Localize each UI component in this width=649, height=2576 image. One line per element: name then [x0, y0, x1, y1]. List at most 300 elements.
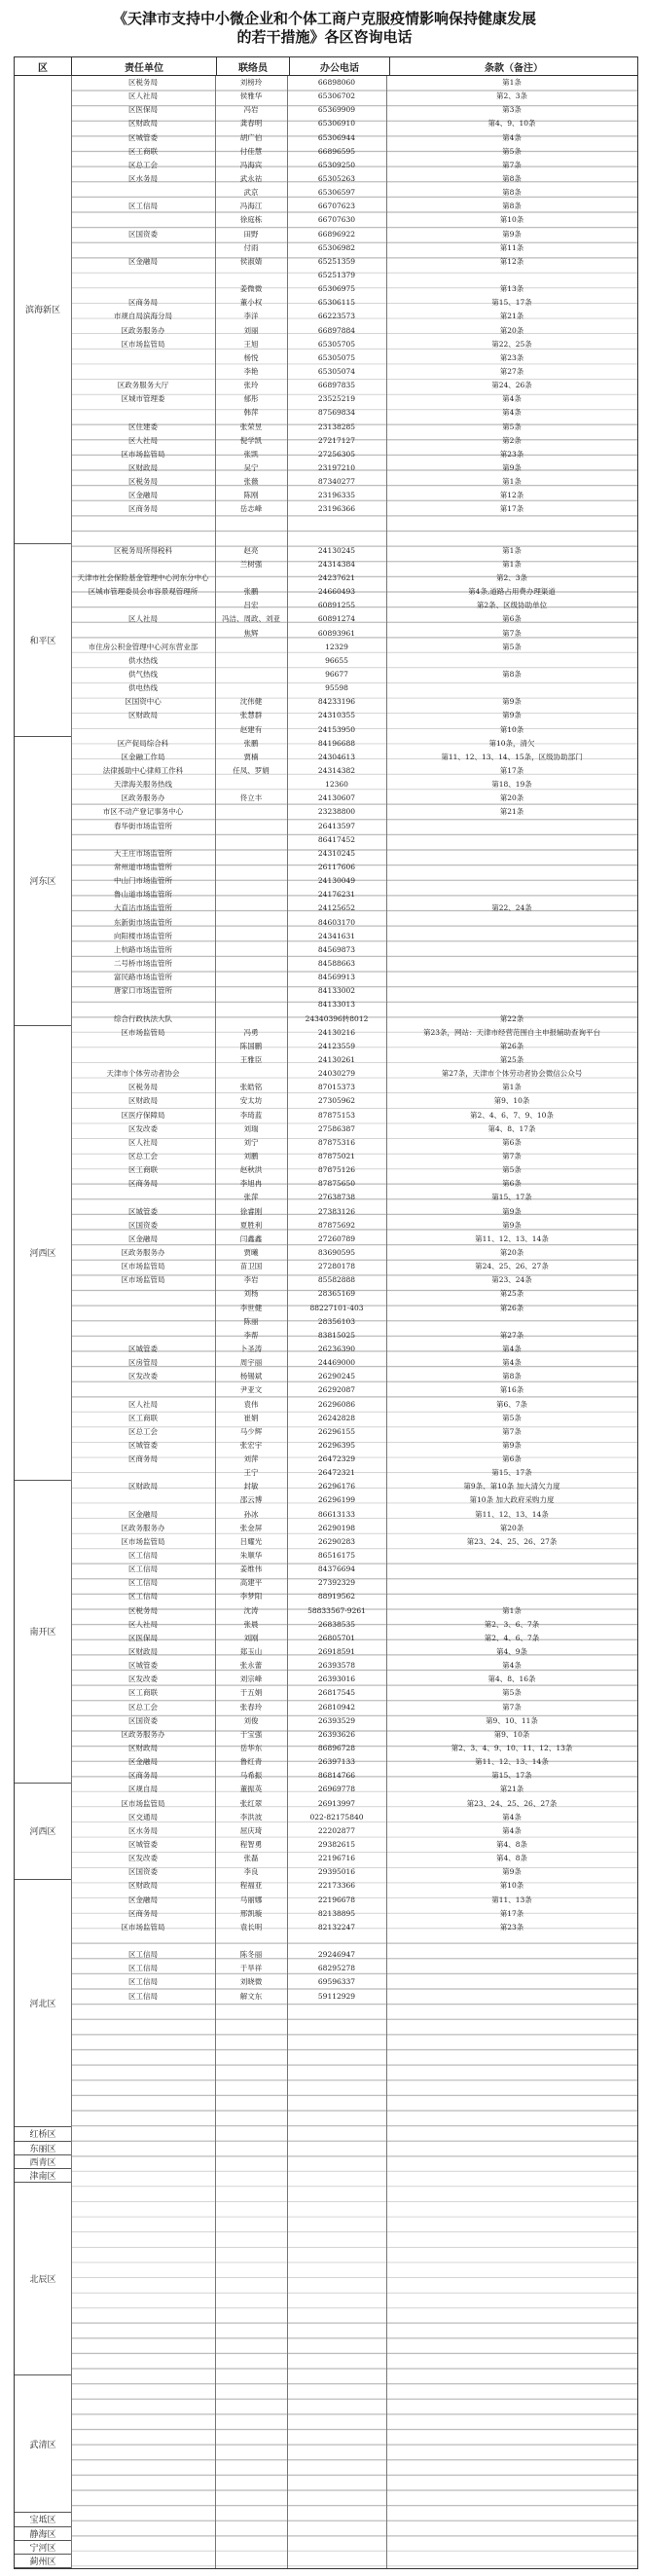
cell-phone: 22196716	[317, 1854, 356, 1863]
cell-clause: 第4条	[502, 408, 522, 418]
cell-clause: 第1条	[502, 545, 522, 555]
cell-contact	[215, 269, 287, 282]
cell-unit	[71, 1934, 215, 1948]
cell-contact: 李世健	[239, 1303, 263, 1312]
cell-phone: 87569834	[317, 408, 356, 418]
cell-phone: 24314382	[317, 766, 356, 776]
cell-contact: 郑玉山	[239, 1647, 263, 1657]
cell-phone: 022-82175840	[309, 1812, 364, 1822]
cell-clause	[386, 654, 637, 668]
cell-phone: 26969778	[317, 1785, 356, 1794]
cell-contact: 李良	[243, 1867, 259, 1877]
table-row	[71, 902, 637, 915]
cell-contact: 侯淑婧	[239, 256, 263, 266]
cell-unit: 区政务服务大厅	[117, 381, 169, 390]
cell-contact: 杨悦	[243, 352, 259, 362]
cell-phone: 60891255	[317, 601, 356, 610]
district-cell: 南开区	[15, 1481, 71, 1784]
cell-unit: 区金融局	[128, 1233, 158, 1243]
table-row	[71, 1493, 637, 1507]
cell-phone: 66897835	[317, 381, 356, 390]
cell-phone: 60893961	[317, 628, 356, 638]
table-row	[71, 1811, 637, 1824]
cell-phone: 83690595	[317, 1247, 356, 1257]
cell-unit: 区工信局	[128, 1991, 158, 2001]
cell-contact	[215, 778, 287, 791]
table-row	[71, 1383, 637, 1397]
cell-contact: 马少辉	[239, 1426, 263, 1436]
cell-phone: 26393016	[317, 1674, 356, 1684]
cell-clause	[386, 1962, 637, 1975]
cell-unit: 区水务局	[128, 173, 158, 183]
cell-contact: 郁彤	[243, 394, 259, 404]
cell-clause: 第5条	[502, 1165, 522, 1175]
cell-contact: 吕耀光	[239, 1536, 263, 1546]
cell-clause	[386, 888, 637, 902]
cell-clause: 第9、10条	[493, 1729, 530, 1739]
table-row	[71, 820, 637, 833]
cell-phone: 26290245	[317, 1372, 356, 1381]
cell-contact: 侯雅华	[239, 92, 263, 101]
table-row	[71, 1865, 637, 1879]
cell-clause	[386, 957, 637, 971]
cell-phone: 60891274	[317, 614, 356, 624]
cell-contact: 卜圣涛	[239, 1343, 263, 1353]
cell-unit: 区交通局	[128, 1812, 158, 1822]
cell-clause	[386, 1990, 637, 2004]
district-cell: 宁河区	[15, 2541, 71, 2555]
cell-phone: 65305263	[317, 173, 356, 183]
table-row	[71, 1645, 637, 1659]
cell-contact: 武京	[243, 188, 259, 198]
cell-unit: 区市场监管局	[121, 1798, 165, 1808]
cell-phone: 65305075	[317, 352, 356, 362]
cell-contact: 赵亮	[243, 545, 259, 555]
cell-contact	[215, 971, 287, 984]
cell-phone: 87875316	[317, 1137, 356, 1147]
table-row	[71, 847, 637, 861]
cell-unit	[71, 599, 215, 612]
district-cell: 西青区	[15, 2155, 71, 2169]
cell-unit	[71, 406, 215, 420]
table-row	[71, 461, 637, 475]
cell-clause: 第9条	[502, 711, 522, 720]
cell-phone: 86613133	[317, 1509, 356, 1519]
district-cell: 静海区	[15, 2527, 71, 2541]
cell-unit: 区总工会	[128, 1151, 158, 1160]
cell-unit	[71, 213, 215, 227]
cell-phone: 24130607	[317, 793, 356, 803]
cell-phone: 28365169	[317, 1289, 356, 1299]
cell-unit	[71, 723, 215, 737]
table-row	[71, 998, 637, 1012]
cell-clause: 第27条	[499, 1330, 524, 1340]
cell-phone: 66898060	[317, 78, 356, 87]
cell-clause	[386, 1563, 637, 1576]
cell-clause	[386, 517, 637, 531]
cell-clause: 第11、12、13、14、15条，区级协助部门	[441, 752, 583, 761]
cell-contact: 张宏宇	[239, 1440, 263, 1450]
cell-contact: 刘瑞	[243, 1123, 259, 1133]
cell-clause: 第7条	[502, 1151, 522, 1160]
cell-contact: 胡广伯	[239, 132, 263, 142]
cell-phone: 27392329	[317, 1578, 356, 1588]
cell-clause: 第5条	[502, 1688, 522, 1698]
cell-unit: 区财政局	[128, 1482, 158, 1491]
cell-contact: 赵秋洪	[239, 1165, 263, 1175]
cell-unit: 区市场监管局	[121, 339, 165, 349]
cell-contact: 马希振	[239, 1771, 263, 1781]
table-row	[71, 861, 637, 874]
cell-phone: 65309250	[317, 160, 356, 169]
table-row	[71, 1136, 637, 1150]
cell-contact: 刘晓微	[239, 1977, 263, 1987]
table-body	[15, 76, 637, 2568]
cell-unit: 区金融工作局	[121, 752, 165, 761]
table-row	[71, 1659, 637, 1673]
cell-phone: 87015373	[317, 1083, 356, 1092]
table-row	[71, 1343, 637, 1356]
table-row	[71, 448, 637, 461]
cell-phone: 26810942	[317, 1702, 356, 1711]
cell-unit: 区金融局	[128, 1509, 158, 1519]
cell-clause: 第23条，网站：天津市经营范围自主申报辅助查询平台	[422, 1027, 601, 1037]
cell-contact	[215, 957, 287, 971]
table-row	[71, 1246, 637, 1260]
cell-contact: 夏胜利	[239, 1220, 263, 1230]
table-row	[71, 1453, 637, 1466]
cell-clause	[386, 930, 637, 943]
cell-unit: 区金融局	[128, 1757, 158, 1767]
cell-contact: 李帮	[243, 1330, 259, 1340]
cell-phone: 12360	[325, 780, 348, 790]
cell-unit: 鲁山道市场监管所	[114, 890, 172, 900]
cell-phone: 24660493	[317, 587, 356, 597]
table-row	[71, 1549, 637, 1563]
cell-phone: 24340396转8012	[305, 1013, 369, 1023]
cell-clause: 第15、17条	[491, 1193, 532, 1202]
cell-phone: 26805701	[317, 1633, 356, 1642]
cell-clause: 第9条	[502, 1206, 522, 1216]
table-row	[71, 103, 637, 117]
table-row	[71, 1576, 637, 1590]
table-row	[71, 1921, 637, 1934]
cell-unit: 区医疗保障局	[121, 1110, 165, 1120]
table-row	[71, 213, 637, 227]
cell-unit: 区医保局	[128, 105, 158, 115]
cell-phone: 26290283	[317, 1536, 356, 1546]
cell-unit: 区国资委	[128, 1867, 158, 1877]
cell-phone: 27260789	[317, 1233, 356, 1243]
cell-contact: 王宁	[243, 1468, 259, 1478]
cell-clause: 第9条	[502, 697, 522, 707]
cell-contact: 于旱祥	[239, 1964, 263, 1973]
cell-phone: 83815025	[317, 1330, 356, 1340]
cell-phone: 24130261	[317, 1054, 356, 1064]
table-row	[71, 517, 637, 531]
cell-clause: 第2、3、6、7条	[484, 1619, 540, 1629]
cell-phone: 65251379	[317, 270, 356, 279]
table-row	[71, 654, 637, 668]
cell-clause	[386, 1549, 637, 1563]
table-row	[71, 1026, 637, 1040]
cell-unit: 富民路市场监管所	[114, 973, 172, 982]
cell-clause: 第2条	[502, 435, 522, 445]
table-row	[71, 365, 637, 379]
table-row	[71, 612, 637, 626]
cell-phone: 24130216	[317, 1027, 356, 1037]
table-row	[71, 379, 637, 392]
cell-clause: 第23、24、25、26、27条	[466, 1798, 558, 1808]
cell-contact: 李琦蓝	[239, 1110, 263, 1120]
cell-phone: 66896922	[317, 229, 356, 239]
cell-clause: 第23、24、25、26、27条	[466, 1536, 558, 1546]
header-district: 区	[15, 57, 72, 75]
table-row	[71, 255, 637, 269]
cell-clause: 第24、25、26、27条	[475, 1262, 549, 1271]
cell-phone: 27638738	[317, 1193, 356, 1202]
cell-contact	[215, 681, 287, 695]
cell-contact: 田野	[243, 229, 259, 239]
table-row	[71, 172, 637, 186]
cell-clause: 第4条	[502, 1661, 522, 1671]
district-cell: 宝坻区	[15, 2513, 71, 2526]
cell-contact: 周宇丽	[239, 1358, 263, 1368]
table-row	[71, 888, 637, 902]
table-row	[71, 599, 637, 612]
cell-unit	[71, 1191, 215, 1204]
cell-unit	[71, 282, 215, 296]
cell-clause: 第7条	[502, 628, 522, 638]
cell-phone: 87875021	[317, 1151, 356, 1160]
cell-unit: 天津市社会保险基金管理中心河东分中心	[77, 573, 209, 583]
cell-phone: 23197210	[317, 462, 356, 472]
cell-contact: 付佳慧	[239, 146, 263, 156]
cell-contact: 于宝强	[239, 1729, 263, 1739]
cell-phone: 26296176	[317, 1482, 356, 1491]
cell-unit: 区金融局	[128, 1895, 158, 1904]
cell-unit: 区商务局	[128, 504, 158, 514]
table-row	[71, 668, 637, 681]
cell-phone: 65305705	[317, 339, 356, 349]
cell-unit: 区人社局	[128, 435, 158, 445]
table-row	[71, 1962, 637, 1975]
cell-clause: 第4条	[502, 1812, 522, 1822]
cell-phone: 96677	[325, 670, 348, 680]
cell-unit: 法律援助中心律师工作科	[102, 766, 184, 776]
cell-clause: 第20条	[499, 1523, 524, 1532]
cell-unit: 区财政局	[128, 1881, 158, 1891]
cell-contact: 焦辉	[243, 628, 259, 638]
cell-clause: 第15、17条	[491, 298, 532, 308]
cell-phone: 22202877	[317, 1825, 356, 1835]
cell-phone: 84569873	[317, 944, 356, 954]
cell-unit: 区总工会	[128, 1702, 158, 1711]
table-row	[71, 1728, 637, 1742]
table-row	[71, 1686, 637, 1700]
cell-phone: 23196366	[317, 504, 356, 514]
cell-clause	[386, 943, 637, 957]
table-row	[71, 159, 637, 172]
cell-clause	[386, 984, 637, 998]
cell-clause: 第17条	[499, 504, 524, 514]
cell-unit: 区政务服务办	[121, 1247, 165, 1257]
table-row	[71, 90, 637, 103]
cell-contact	[215, 847, 287, 861]
cell-clause: 第1条	[502, 477, 522, 487]
cell-clause: 第7条	[502, 1426, 522, 1436]
cell-clause: 第12条	[499, 491, 524, 500]
cell-unit: 区城市管理委	[121, 394, 165, 404]
cell-unit: 区市场监管局	[121, 1275, 165, 1285]
cell-contact: 刘鹏	[243, 1151, 259, 1160]
contact-table	[14, 56, 638, 2569]
cell-phone: 29395016	[317, 1867, 356, 1877]
cell-unit: 中山门市场监管所	[114, 876, 172, 886]
table-row	[71, 1990, 637, 2004]
cell-phone: 26242828	[317, 1413, 356, 1422]
cell-unit	[71, 833, 215, 847]
table-row	[71, 475, 637, 489]
cell-contact: 程福亚	[239, 1881, 263, 1891]
cell-contact: 张金屏	[239, 1523, 263, 1532]
cell-contact: 杨锡斌	[239, 1372, 263, 1381]
cell-phone: 96655	[325, 655, 348, 665]
cell-clause: 第11、12、13、14条	[475, 1509, 549, 1519]
district-cell: 红桥区	[15, 2127, 71, 2141]
cell-phone: 82138895	[317, 1908, 356, 1918]
table-row	[71, 1122, 637, 1136]
cell-phone: 59112929	[317, 1991, 356, 2001]
cell-clause: 第10条	[499, 1881, 524, 1891]
cell-contact: 鲁红青	[239, 1757, 263, 1767]
cell-phone: 27305962	[317, 1096, 356, 1106]
cell-unit: 区政务服务办	[121, 793, 165, 803]
cell-clause	[386, 971, 637, 984]
cell-phone: 24310245	[317, 848, 356, 858]
cell-unit	[71, 531, 215, 544]
cell-contact: 李梦阳	[239, 1592, 263, 1601]
cell-contact: 吕宏	[243, 601, 259, 610]
table-row	[71, 1590, 637, 1603]
cell-contact	[215, 517, 287, 531]
cell-unit: 区税务局	[128, 1083, 158, 1092]
cell-clause: 第2、3、4、9、10、11、12、13条	[451, 1744, 573, 1753]
table-row	[71, 76, 637, 90]
table-row	[71, 1563, 637, 1576]
cell-phone: 23138285	[317, 422, 356, 431]
cell-clause	[386, 847, 637, 861]
table-row	[71, 723, 637, 737]
table-row	[71, 421, 637, 434]
cell-unit: 区政务服务办	[121, 1523, 165, 1532]
page-title	[0, 10, 649, 47]
cell-phone: 65306982	[317, 242, 356, 252]
cell-clause	[386, 1590, 637, 1603]
table-row	[71, 930, 637, 943]
cell-unit: 区财政局	[128, 1744, 158, 1753]
cell-unit: 区城管委	[128, 1440, 158, 1450]
cell-clause: 第6、7条	[495, 1399, 528, 1409]
cell-unit: 区城市管理委员会市容景观管理所	[88, 587, 198, 597]
cell-phone: 65306910	[317, 119, 356, 129]
cell-phone: 26296395	[317, 1440, 356, 1450]
cell-clause: 第4、9、10条	[487, 119, 536, 129]
table-row	[71, 1273, 637, 1287]
cell-clause: 第5条	[502, 642, 522, 651]
cell-phone: 26838535	[317, 1619, 356, 1629]
cell-clause: 第10条，清欠	[488, 738, 535, 748]
cell-unit: 市规自局滨海分局	[114, 312, 172, 321]
cell-phone: 23238800	[317, 807, 356, 817]
cell-contact: 刘俊	[243, 1715, 259, 1725]
cell-clause: 第22条	[499, 1013, 524, 1023]
cell-contact: 陈丽	[243, 1316, 259, 1326]
cell-unit: 区国资委	[128, 229, 158, 239]
cell-unit: 区发改委	[128, 1854, 158, 1863]
table-row	[71, 351, 637, 365]
cell-phone: 26290198	[317, 1523, 356, 1532]
cell-unit: 区医保局	[128, 1633, 158, 1642]
cell-clause: 第9、10、11条	[486, 1715, 538, 1725]
cell-unit: 区政务服务办	[121, 1729, 165, 1739]
cell-contact: 李洪波	[239, 1812, 263, 1822]
cell-contact: 安太坊	[239, 1096, 263, 1106]
cell-phone: 26296086	[317, 1399, 356, 1409]
cell-contact: 张萍	[243, 1193, 259, 1202]
cell-contact	[215, 984, 287, 998]
table-row	[71, 531, 637, 544]
cell-contact: 韩萍	[243, 408, 259, 418]
cell-contact: 沈涛	[243, 1605, 259, 1615]
cell-clause: 第9条	[502, 229, 522, 239]
cell-unit: 区商务局	[128, 1771, 158, 1781]
table-row	[71, 1233, 637, 1246]
cell-unit	[71, 1466, 215, 1480]
cell-unit	[71, 1329, 215, 1343]
table-row	[71, 502, 637, 516]
cell-contact: 李旭冉	[239, 1179, 263, 1189]
cell-clause: 第9条	[502, 1867, 522, 1877]
district-cell: 河西区	[15, 1026, 71, 1481]
cell-unit: 区城管委	[128, 132, 158, 142]
cell-phone: 26393578	[317, 1661, 356, 1671]
cell-unit: 天津市个体劳动者协会	[106, 1069, 180, 1079]
table-row	[71, 764, 637, 778]
cell-unit: 综合行政执法大队	[114, 1013, 172, 1023]
cell-unit: 唐家口市场监管所	[114, 986, 172, 996]
cell-unit: 区工信局	[128, 1964, 158, 1973]
cell-clause: 第20条	[499, 325, 524, 335]
cell-phone: 84133013	[317, 1000, 356, 1010]
cell-contact: 张皓铭	[239, 1083, 263, 1092]
cell-phone: 86417452	[317, 834, 356, 844]
cell-phone: 28356103	[317, 1316, 356, 1326]
cell-unit: 区税务局所得税科	[114, 545, 172, 555]
cell-unit: 区国资中心	[125, 697, 162, 707]
cell-unit: 区市场监管局	[121, 1027, 165, 1037]
table-row	[71, 1701, 637, 1714]
cell-clause: 第9条	[502, 1220, 522, 1230]
cell-clause: 第15、17条	[491, 1468, 532, 1478]
cell-clause	[386, 1576, 637, 1590]
cell-phone: 24310355	[317, 711, 356, 720]
cell-phone: 26117606	[317, 863, 356, 872]
table-row	[71, 1053, 637, 1067]
cell-unit: 区总工会	[128, 160, 158, 169]
cell-unit	[71, 1383, 215, 1397]
cell-clause	[386, 833, 637, 847]
